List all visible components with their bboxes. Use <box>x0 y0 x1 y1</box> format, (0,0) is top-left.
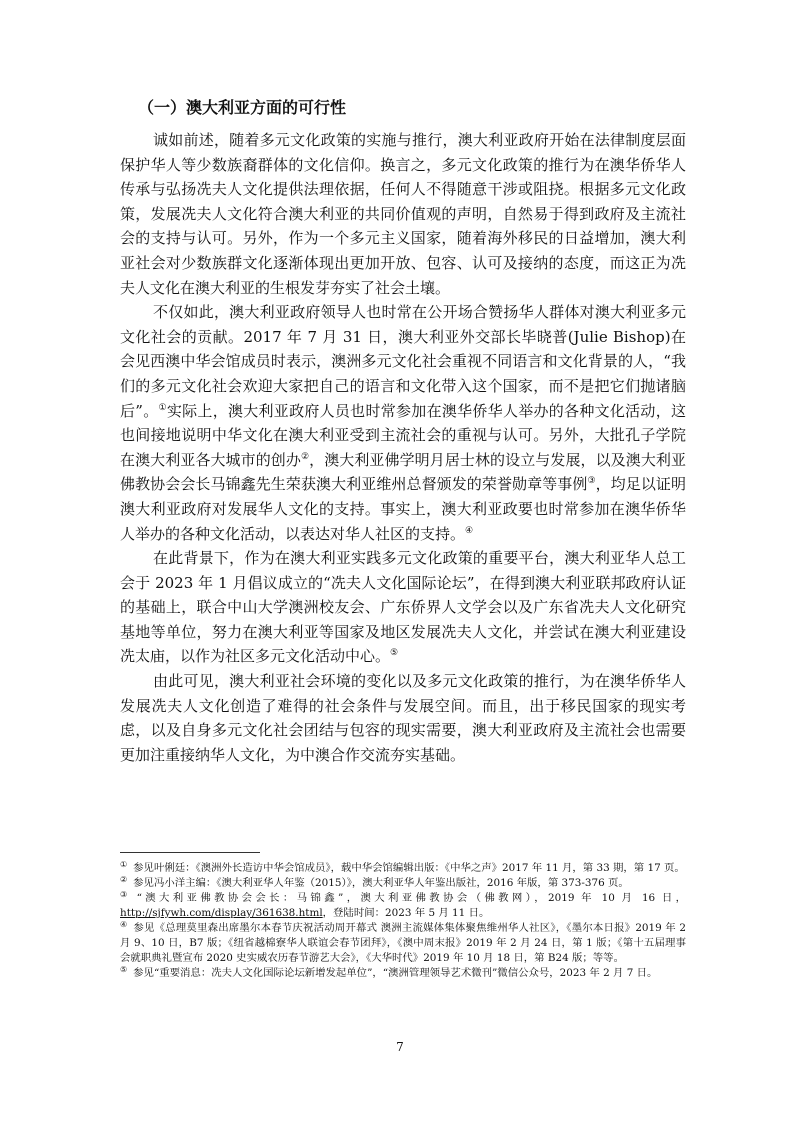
footnote-ref-4[interactable]: ④ <box>465 525 474 536</box>
footnote-ref-5[interactable]: ⑤ <box>390 648 399 659</box>
paragraph-1-text: 诚如前述，随着多元文化政策的实施与推行，澳大利亚政府开始在法律制度层面保护华人等少数族裔群体的文化信仰。换言之，多元文化政策的推行为在澳华侨华人传承与弘扬冼夫人文化提供法理依据，任何人不得随意干涉或阻挠。根据多元文化政策，发展冼夫人文化符合澳大利亚的共同价值观的声明，自然易于得到政府及主流社会的支持与认可。另外，作为一个多元主义国家，随着海外移民的日益增加，澳大利亚社会对少数族群文化逐渐体现出更加开放、包容、认可及接纳的态度，而这正为冼夫人文化在澳大利亚的生根发芽夯实了社会土壤。 <box>120 131 686 297</box>
paragraph-4-text: 由此可见，澳大利亚社会环境的变化以及多元文化政策的推行，为在澳华侨华人发展冼夫人文化创造了难得的社会条件与发展空间。而且，出于移民国家的现实考虑，以及自身多元文化社会团结与包容的现实需要，澳大利亚政府及主流社会也需要更加注重接纳华人文化，为中澳合作交流夯实基础。 <box>120 672 686 764</box>
footnote-ref-3[interactable]: ③ <box>587 476 596 487</box>
paragraph-2-text-d: ，均足以证明澳大利亚政府对发展华人文化的支持。事实上，澳大利亚政要也时常参加在澳华侨华人举办的各种文化活动，以表达对华人社区的支持。 <box>120 475 686 543</box>
paragraph-2-text-b: 实际上，澳大利亚政府人员也时常参加在澳华侨华人举办的各种文化活动，这也间接地说明中华文化在澳大利亚受到主流社会的重视与认可。另外，大批孔子学院在澳大利亚各大城市的创办 <box>120 401 686 469</box>
paragraph-4 <box>120 669 686 767</box>
paragraph-1 <box>120 128 686 300</box>
footnote-2 <box>120 876 686 891</box>
footnote-1 <box>120 861 686 876</box>
footnote-ref-2[interactable]: ② <box>300 451 310 462</box>
footnote-text: “澳大利亚佛教协会会长：马锦鑫”，澳大利亚佛教协会（佛教网），2019 年 10 月 16 日， <box>136 892 687 904</box>
paragraph-2-text-c: ，澳大利亚佛学明月居士林的设立与发展，以及澳大利亚佛教协会会长马锦鑫先生荣获澳大利亚维州总督颁发的荣誉勋章等事例 <box>120 450 686 494</box>
footnote-mark: ② <box>120 874 128 884</box>
footnote-link[interactable]: http://sjfywh.com/display/361638.html <box>120 907 323 919</box>
paragraph-3 <box>120 546 686 669</box>
footnote-text: 参见叶俐廷：《澳洲外长造访中华会馆成员》，载中华会馆编辑出版：《中华之声》2017 年 11 月，第 33 期，第 17 页。 <box>133 862 685 874</box>
footnote-3 <box>120 891 686 921</box>
footnote-5 <box>120 966 686 981</box>
footnote-text: ，登陆时间：2023 年 5 月 11 日。 <box>322 907 490 919</box>
footnotes <box>120 861 686 981</box>
footnote-ref-1[interactable]: ① <box>158 402 167 413</box>
page-number: 7 <box>396 1040 404 1054</box>
footnote-mark: ③ <box>120 889 131 899</box>
footnote-text: 参见冯小洋主编：《澳大利亚华人年鉴（2015）》，澳大利亚华人年鉴出版社，2016 年版，第 373-376 页。 <box>133 877 629 889</box>
section-heading: （一）澳大利亚方面的可行性 <box>138 98 347 117</box>
footnote-text: 参见《总理莫里森出席墨尔本春节庆祝活动周开幕式 澳洲主流媒体集体聚焦维州华人社区》，《墨尔本日报》2019 年 2 月 9、10 日，B7 版；《纽省越棉寮华人联谊会春节团拜》，《澳中周末报》2019 年 2 月 24 日，第 1 版；《第十五届理事会就职典礼暨宣布 2020 史实威农历春节游艺大会》，《大华时代》2019 年 10 月 18 日，第 B24 版；等等。 <box>120 922 687 964</box>
paragraph-3-text: 在此背景下，作为在澳大利亚实践多元文化政策的重要平台，澳大利亚华人总工会于 2023 年 1 月倡议成立的“冼夫人文化国际论坛”，在得到澳大利亚联邦政府认证的基础上，联合中山大学澳洲校友会、广东侨界人文学会以及广东省冼夫人文化研究基地等单位，努力在澳大利亚等国家及地区发展冼夫人文化，并尝试在澳大利亚建设冼太庙，以作为社区多元文化活动中心。 <box>120 549 686 666</box>
paragraph-2 <box>120 300 686 546</box>
footnote-mark: ⑤ <box>120 964 128 974</box>
main-content <box>120 96 686 767</box>
paragraph-2-text-a: 不仅如此，澳大利亚政府领导人也时常在公开场合赞扬华人群体对澳大利亚多元文化社会的贡献。2017 年 7 月 31 日，澳大利亚外交部长毕晓普(Julie Bishop)在会见西澳中华会馆成员时表示，澳洲多元文化社会重视不同语言和文化背景的人，“我们的多元文化社会欢迎大家把自己的语言和文化带入这个国家，而不是把它们抛诸脑后”。 <box>120 303 686 420</box>
footnote-text: 参见“重要消息：冼夫人文化国际论坛新增发起单位”，“澳洲管理领导艺术微刊”微信公众号，2023 年 2 月 7 日。 <box>133 967 658 979</box>
footnote-divider <box>120 852 260 853</box>
footnote-mark: ① <box>120 859 128 869</box>
footnote-4 <box>120 921 686 966</box>
footnote-mark: ④ <box>120 919 128 929</box>
